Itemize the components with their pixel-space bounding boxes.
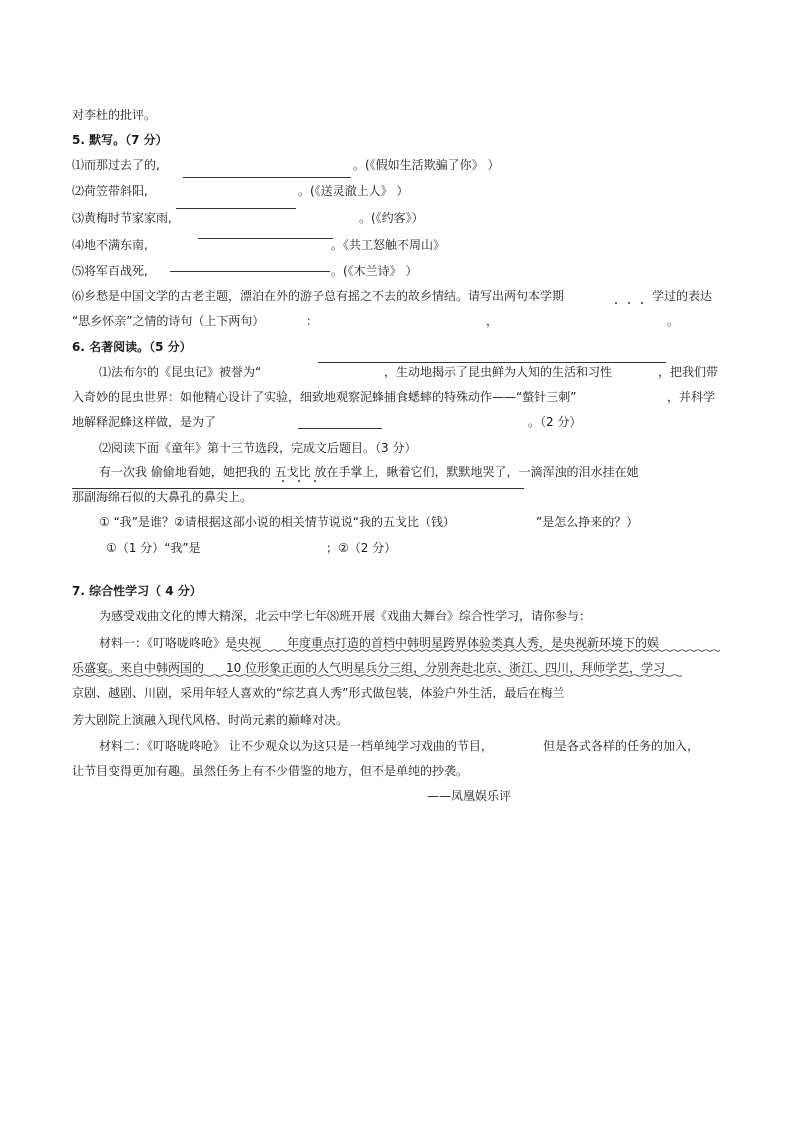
q7-heading: 7. 综合性学习（ 4 分） <box>72 584 202 598</box>
wavy-underline <box>72 674 682 677</box>
q6-p7-a: ① “我”是谁？②请根据这部小说的相关情节说说“我的五戈比（钱） <box>99 515 455 529</box>
q5-item6-line2-head: “思乡怀亲”之情的诗句（上下两句） <box>72 314 265 328</box>
q5-item1-prefix: ⑴而那过去了的, <box>72 158 160 172</box>
q6-p6: 那副海绵石似的大鼻孔的鼻尖上。 <box>72 490 253 504</box>
wavy-underline <box>232 649 720 652</box>
q6-p8-b: ；②（2 分） <box>326 541 397 555</box>
q7-m2-credit: ——凤凰娱乐评 <box>427 789 512 803</box>
emphasis-dot <box>314 480 316 482</box>
q5-item5-prefix: ⑸将军百战死, <box>72 264 148 278</box>
q6-p8-a: ①（1 分）“我”是 <box>106 541 201 555</box>
q5-item2-source: 。(《送灵澈上人》 ） <box>298 184 409 198</box>
q5-item2-answer-line[interactable] <box>176 208 296 209</box>
q7-m1-line4: 芳大剧院上演融入现代风格、时尚元素的巅峰对决。 <box>72 713 349 727</box>
q6-p3-b: 。（2 分） <box>528 415 582 429</box>
q7-m1-line1-b: 年度重点打造的首档中韩明星跨界体验类真人秀，是央视新环境下的娱 <box>287 636 660 650</box>
q5-item5-answer-line[interactable] <box>170 271 330 272</box>
q5-item1-source: 。(《假如生活欺骗了你》 ） <box>353 158 500 172</box>
q6-1-purpose-answer-line[interactable] <box>298 428 382 429</box>
q5-item3-source: 。(《约客》） <box>359 211 424 225</box>
q5-item6-line1: ⑹乡愁是中国文学的古老主题，漂泊在外的游子总有摇之不去的故乡情结。请写出两句本学期 <box>72 289 565 303</box>
q6-p7-b: ”是怎么挣来的？） <box>536 515 639 529</box>
q7-m2-line1-b: 但是各式各样的任务的加入， <box>543 739 700 753</box>
emphasis-dot <box>282 480 284 482</box>
emphasis-dot <box>628 302 630 304</box>
q6-heading: 6. 名著阅读。（5 分） <box>72 340 192 354</box>
q5-item6-line1-tail: 学过的表达 <box>652 289 713 303</box>
q6-p2-a: 入奇妙的昆虫世界：如他精心设计了实验，细致地观察泥蜂捕食蟋蟀的特殊动作——“螫针三刺” <box>72 390 577 404</box>
q5-item6-period: 。 <box>667 314 680 328</box>
q5-heading: 5. 默写。（7 分） <box>72 133 168 147</box>
q6-p1-a: ⑴法布尔的《昆虫记》被誉为“ <box>99 365 262 379</box>
passage-underline <box>72 488 524 489</box>
q5-item6-comma: ， <box>486 314 499 328</box>
q6-p2-b: ，并科学 <box>667 390 716 404</box>
q7-m2-line2: 让节目变得更加有趣。虽然任务上有不少借鉴的地方，但不是单纯的抄袭。 <box>72 764 469 778</box>
q5-item4-prefix: ⑷地不满东南, <box>72 238 148 252</box>
q7-m1-line2-a: 乐盛宴。来自中韩两国的 <box>72 661 205 675</box>
q7-m2-line1-a: 材料二：《叮咯咙咚呛》 让不少观众以为这只是一档单纯学习戏曲的节目， <box>99 739 493 753</box>
emphasis-dot <box>298 480 300 482</box>
q5-item5-source: 。(《木兰诗》 ） <box>331 264 418 278</box>
q5-item6-colon: ： <box>306 314 319 328</box>
q7-intro: 为感受戏曲文化的博大精深，北云中学七年⑻班开展《戏曲大舞台》综合性学习，请你参与： <box>99 609 592 623</box>
emphasis-dot <box>641 302 643 304</box>
q6-p5: 有一次我 偷偷地看她，她把我的 五戈比 放在手掌上，瞅着它们，默默地哭了，一滴浑浊的泪水挂在她 <box>99 465 639 479</box>
q5-item3-prefix: ⑶黄梅时节家家雨, <box>72 211 172 225</box>
q5-item1-answer-line[interactable] <box>183 177 351 178</box>
q5-item3-answer-line[interactable] <box>198 238 333 239</box>
q6-p3-a: 地解释泥蜂这样做，是为了 <box>72 415 217 429</box>
q7-m1-line1-a: 材料一：《叮咯咙咚呛》是央视 <box>99 636 262 650</box>
q6-1-answer-line[interactable] <box>318 362 666 363</box>
q6-p1-b: ，生动地揭示了昆虫鲜为人知的生活和习性 <box>384 365 613 379</box>
q6-p4: ⑵阅读下面《童年》第十三节选段，完成文后题目。（3 分） <box>99 441 417 455</box>
q5-item2-prefix: ⑵荷笠带斜阳, <box>72 184 148 198</box>
emphasis-dot <box>615 302 617 304</box>
q7-m1-line2-b: 10 位形象正面的人气明星兵分三组，分别奔赴北京、浙江、四川，拜师学艺，学习 <box>226 661 666 675</box>
q5-item4-source: 。《共工怒触不周山》 <box>331 238 446 252</box>
q6-p1-c: ，把我们带 <box>658 365 719 379</box>
q7-m1-line3: 京剧、越剧、川剧，采用年轻人喜欢的“综艺真人秀”形式做包装，体验户外生活，最后在梅兰 <box>72 686 565 700</box>
intro-tail-text: 对李杜的批评。 <box>72 108 157 122</box>
